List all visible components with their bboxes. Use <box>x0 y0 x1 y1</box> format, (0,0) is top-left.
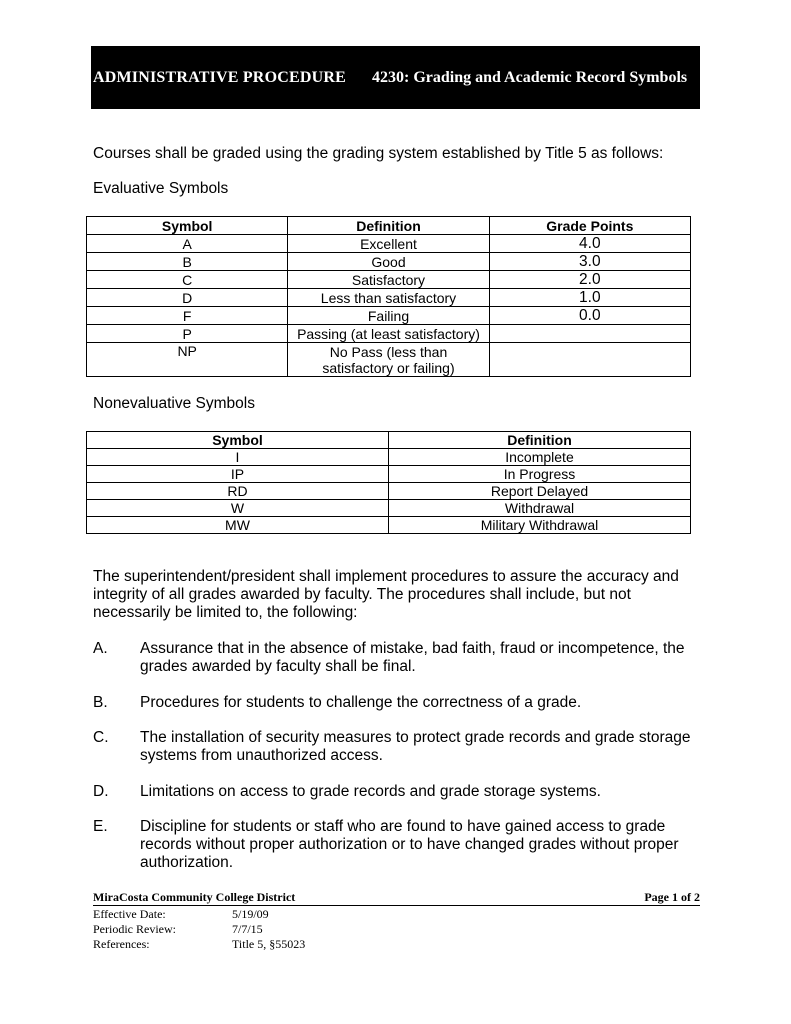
column-header-definition: Definition <box>389 432 691 449</box>
definition-cell: Failing <box>288 307 489 325</box>
table-row <box>87 466 691 483</box>
column-header-definition: Definition <box>288 217 489 235</box>
list-item-text: The installation of security measures to protect grade records and grade storage systems from unauthorized access. <box>140 729 691 764</box>
table-header-row <box>87 432 691 449</box>
definition-cell: Passing (at least satisfactory) <box>288 325 489 343</box>
page-footer <box>93 890 700 951</box>
grade-points-cell <box>489 325 690 343</box>
symbol-cell: MW <box>87 517 389 534</box>
nonevaluative-label: Nonevaluative Symbols <box>93 395 255 412</box>
periodic-review-label: Periodic Review: <box>93 922 176 936</box>
definition-cell: Excellent <box>288 235 489 253</box>
grade-points-cell: 1.0 <box>489 289 690 307</box>
column-header-symbol: Symbol <box>87 432 389 449</box>
definition-cell: Report Delayed <box>389 483 691 500</box>
nonevaluative-symbols-table <box>86 431 691 534</box>
column-header-grade-points: Grade Points <box>489 217 690 235</box>
table-row <box>87 500 691 517</box>
header-bar <box>91 46 700 109</box>
table-row <box>87 449 691 466</box>
evaluative-label: Evaluative Symbols <box>93 180 229 197</box>
definition-cell: Incomplete <box>389 449 691 466</box>
symbol-cell: F <box>87 307 288 325</box>
grade-points-cell: 4.0 <box>489 235 690 253</box>
list-item-letter: A. <box>93 640 108 657</box>
symbol-cell: A <box>87 235 288 253</box>
symbol-cell: B <box>87 253 288 271</box>
symbol-cell: D <box>87 289 288 307</box>
evaluative-symbols-table <box>86 216 691 377</box>
list-item-text: Discipline for students or staff who are found to have gained access to grade records without proper authorization or to have changed grades without proper authorization. <box>140 818 679 871</box>
definition-cell: Satisfactory <box>288 271 489 289</box>
grade-points-cell: 3.0 <box>489 253 690 271</box>
definition-cell: No Pass (less than satisfactory or failing) <box>288 343 489 377</box>
table-row <box>87 325 691 343</box>
definition-cell: Withdrawal <box>389 500 691 517</box>
list-item-letter: B. <box>93 694 108 711</box>
intro-text: Courses shall be graded using the grading system established by Title 5 as follows: <box>93 145 664 162</box>
procedure-subject: 4230: Grading and Academic Record Symbols <box>372 69 688 86</box>
symbol-cell: W <box>87 500 389 517</box>
list-item-letter: C. <box>93 729 109 746</box>
periodic-review-value: 7/7/15 <box>232 922 263 936</box>
references-row <box>93 936 700 951</box>
grade-points-cell: 0.0 <box>489 307 690 325</box>
table-row <box>87 253 691 271</box>
list-item-letter: D. <box>93 783 109 800</box>
effective-date-label: Effective Date: <box>93 907 166 921</box>
symbol-cell: I <box>87 449 389 466</box>
table-row <box>87 289 691 307</box>
table-row <box>87 483 691 500</box>
definition-cell: Military Withdrawal <box>389 517 691 534</box>
symbol-cell: NP <box>87 343 288 377</box>
grade-points-cell: 2.0 <box>489 271 690 289</box>
references-label: References: <box>93 937 150 951</box>
district-name: MiraCosta Community College District <box>93 890 296 904</box>
effective-date-value: 5/19/09 <box>232 907 269 921</box>
column-header-symbol: Symbol <box>87 217 288 235</box>
symbol-cell: P <box>87 325 288 343</box>
list-item-text: Procedures for students to challenge the correctness of a grade. <box>140 694 582 711</box>
table-row <box>87 235 691 253</box>
references-value: Title 5, §55023 <box>232 937 306 951</box>
table-row <box>87 343 691 377</box>
list-item-text: Limitations on access to grade records and grade storage systems. <box>140 783 601 800</box>
periodic-review-row <box>93 921 700 936</box>
list-item-text: Assurance that in the absence of mistake, bad faith, fraud or incompetence, the grades awarded by faculty shall be final. <box>140 640 685 675</box>
symbol-cell: RD <box>87 483 389 500</box>
table-row <box>87 307 691 325</box>
symbol-cell: C <box>87 271 288 289</box>
table-row <box>87 517 691 534</box>
table-row <box>87 271 691 289</box>
definition-cell: Good <box>288 253 489 271</box>
definition-cell: In Progress <box>389 466 691 483</box>
effective-date-row <box>93 906 700 921</box>
grade-points-cell <box>489 343 690 377</box>
symbol-cell: IP <box>87 466 389 483</box>
table-header-row <box>87 217 691 235</box>
page-number: Page 1 of 2 <box>644 890 700 904</box>
footer-title-row <box>93 890 700 906</box>
list-item-letter: E. <box>93 818 108 835</box>
definition-cell: Less than satisfactory <box>288 289 489 307</box>
procedure-title: ADMINISTRATIVE PROCEDURE <box>93 69 346 86</box>
procedures-paragraph: The superintendent/president shall implement procedures to assure the accuracy and integrity of all grades awarded by faculty. The procedures shall include, but not necessarily be limited to, the following: <box>93 568 679 621</box>
